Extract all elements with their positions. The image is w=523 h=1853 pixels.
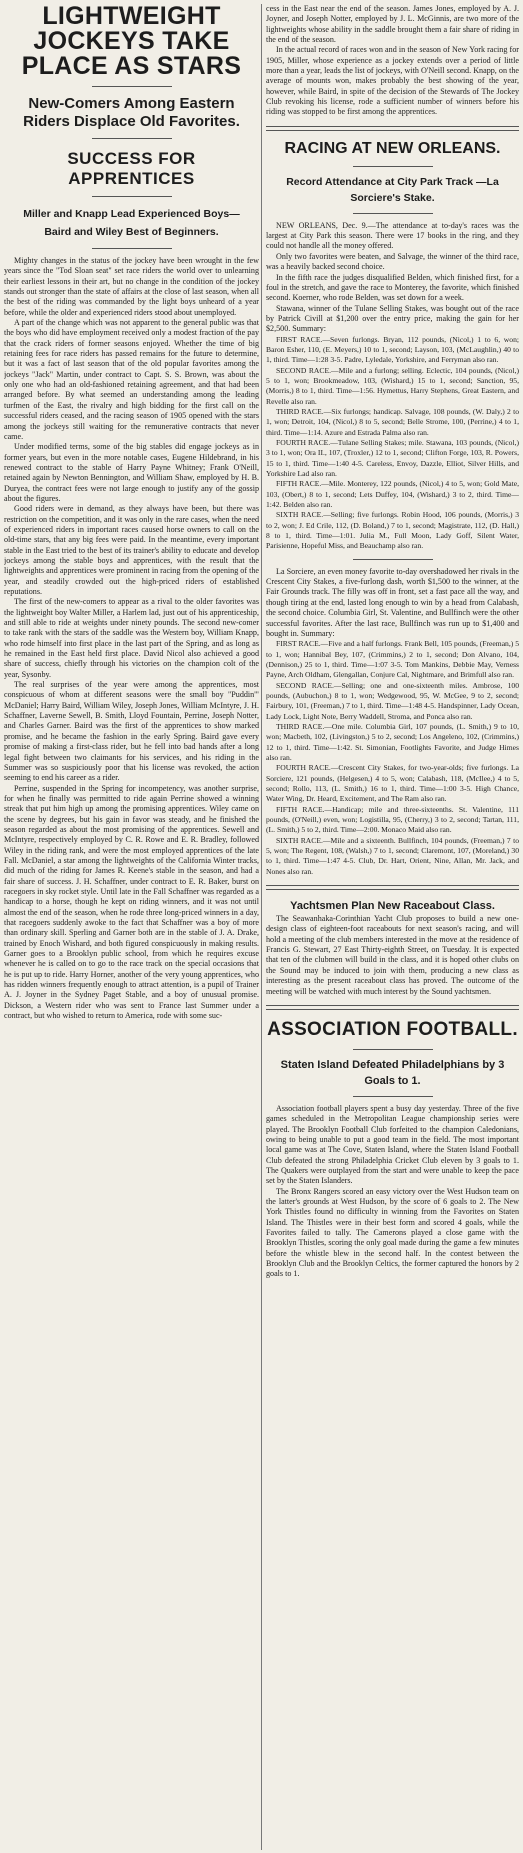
- divider: [353, 1049, 433, 1050]
- article-paragraph: The real surprises of the year were among the apprentices, most conspicuous of whom at different seasons were the small boy "Puddin'" McDaniel; Harry Baird, William Wiley, Joseph Jones, William McIntyre, J. H. Schaffner, Laverne Sewell, B. Smith, Lloyd Fountain, Perrine, Joseph Notter, and Charles Garner. Baird was the first of the apprentices to show marked promise, and he became the fashion in the early Spring. Baird gave every promise of making a first-class rider, but he fell into bad hands after a long legal fight between two claimants for his services, and his riding in the Summer was so suspiciously poor that his license was revoked, the action seeming to end his career as a rider.: [4, 680, 259, 783]
- divider: [353, 559, 433, 560]
- section-divider: [266, 885, 519, 890]
- race-result: FOURTH RACE.—Crescent City Stakes, for two-year-olds; five furlongs. La Sorciere, 121 pounds, (Helgesen,) 4 to 5, won; Calabash, 118, (McIlee,) 4 to 5, second; Rollo, 113, (L. Smith,) 16 to 1, third. Time—1:00 3-5. High Chance, Water Wing, Dr. Heard, Excitement, and The Ram also ran.: [266, 763, 519, 804]
- article-paragraph: Only two favorites were beaten, and Salvage, the winner of the third race, was a heavily backed second choice.: [266, 251, 519, 272]
- article-paragraph: Stawana, winner of the Tulane Selling Stakes, was bought out of the race by Patrick Civill at $1,200 over the entry price, making the gain for her $2,500. Summary:: [266, 303, 519, 334]
- article-paragraph: Perrine, suspended in the Spring for incompetency, was another surprise, for when he finally was permitted to ride again Perrine showed a winning streak that put him high up among the promising apprentices. Wiley came on the scene by degrees, but his gain in favor was steady, and he finished the season regarded as about the most promising of the apprentices. Sewell and McIntyre, respectively employed by C. R. Rowe and E. R. Bradley, followed Wiley in the riding rank, and were the most employed apprentices of the late Fall. McDaniel, a star among the lightweights of the California Winter tracks, did much of the riding for James R. Keene's stable in the season, and had a fair share of success. J. H. Schaffner, under contract to E. R. Baker, burst on racegoers in sky rocket style. Until late in the Fall Schaffner was regarded as a handicap to a horse, though he kept on riding winners, and it was not until almost the end of the season, when he rode three long-priced winners in a day, that racegoers suddenly awoke to the fact that Schaffner was a boy of more than ordinary skill. Sperling and Garner both are in the stable of J. A. Drake, trained by Enoch Wishard, and both figured conspicuously in making results. Garner goes to a Brooklyn public school, from which he requires excuse whenever he is called on to go to the race track on the special occasions that he is put up to ride. Harry Horner, another of the very young apprentices, who has ridden winners frequently enough to attract attention, is a pupil of Trainer A. J. Joyner in the Sydney Paget Stable, and a boy of unusual promise. Dickson, a Western rider who was sent to France last Summer under a contract, but who wished to return to America, rode with some suc-: [4, 783, 259, 1021]
- section-divider: [266, 126, 519, 131]
- right-column: [266, 4, 519, 1850]
- article-paragraph: cess in the East near the end of the season. James Jones, employed by A. J. Joyner, and Joseph Notter, employed by J. L. McGinnis, are two more of the lightweights whose ability in the saddle brought them a fair share of riding in the end of the season.: [266, 4, 519, 45]
- article-paragraph: A part of the change which was not apparent to the general public was that the boys who did have employment received only a modest fraction of the pay that the crack riders of former seasons enjoyed. Whether the time of big retaining fees for race riders has passed remains for the future to determine, but it was a fact of last season that of the old popular favorites among the jockeys "Jack" Martin, under contract to Capt. S. S. Brown, was about the only one who had an old-fashioned retaining agreement, and that had been arranged before. By what seemed an understanding among the leading turfmen of the East, the rivalry and high bidding for the first call on the successful riders ceased, and the racing season of 1905 opened with the stars among the jockeys still waiting for the remunerative contracts that never came.: [4, 318, 259, 441]
- divider: [353, 1096, 433, 1097]
- article-paragraph: The first of the new-comers to appear as a rival to the older favorites was the lightweight boy Walter Miller, a Harlem lad, just out of his apprenticeship, and still able to ride at weights under ninety pounds. The second new-comer to take rank with the stars of the saddle was the Western boy, William Knapp, who rode himself into first place in the last part of the Spring, and as long as he remained in the East held first place. David Nicol also achieved a good share of success, chiefly through his victories on the champion colt of the year, Sysonby.: [4, 597, 259, 679]
- article-paragraph: The Bronx Rangers scored an easy victory over the West Hudson team on the latter's grounds at West Hudson, by the score of 6 goals to 2. The New York Thistles found no difficulty in winning from the Favorites on Staten Island. The Thistles were in their best form and scored 4 goals, while the Favorites failed to tally. The Camerons played a close game with the Brooklyn Thistles, scoring the only goal made during the game a few minutes before the whistle blew in the second half. In the contest between the Brooklyn Club and the Brooklyn Celtics, the former captured the honors by 2 goals to 1.: [266, 1186, 519, 1279]
- race-result: SECOND RACE.—Selling; one and one-sixteenth miles. Ambrose, 100 pounds, (Aubuchon,) 8 to 1, won; Wedgewood, 95, W. McGee, 9 to 2, second; Fairbury, 101, (Freeman,) 7 to 1, third. Time—1:48 4-5. Handspinner, Lady Ocean, Lady Lock, Light Note, Berry Waddell, Stroma, and Ponca also ran.: [266, 680, 519, 721]
- divider: [92, 196, 172, 197]
- race-result: SIXTH RACE.—Selling; five furlongs. Robin Hood, 106 pounds, (Morris,) 3 to 2, won; J. Ed Crile, 112, (D. Boland,) 7 to 1, second; Magistrate, 112, (D. Hall,) 8 to 1, third. Time—1:01. Julia M., Full Moon, Lady Goff, Silent Water, Parisienne, Hopeful Miss, and Beauchamp also ran.: [266, 510, 519, 551]
- divider: [353, 213, 433, 214]
- jockeys-article-body: [4, 256, 259, 1021]
- race-result: FIRST RACE.—Five and a half furlongs. Frank Bell, 105 pounds, (Freeman,) 5 to 1, won; Hannibal Bey, 107, (Crimmins,) 2 to 1, second; Don Alvano, 104, (Dennison,) 25 to 1, third. Time—1:07 3-5. Tom Mankins, Debbie May, Verness Payne, Arch Oldham, Glengallan, Conjure Cal, Nightmare, and Brimfull also ran.: [266, 639, 519, 680]
- race-result: SECOND RACE.—Mile and a furlong; selling. Eclectic, 104 pounds, (Nicol,) 5 to 1, won; Brookmeadow, 103, (Wishard,) 15 to 1, second; Sanction, 95, (Morris,) 8 to 1, third. Time—1:56. Hymettus, Harry Stephens, Great Eastern, and Revelle also ran.: [266, 365, 519, 406]
- yacht-article-body: [266, 914, 519, 997]
- jockeys-article-continued: [266, 4, 519, 118]
- yacht-headline: Yachtsmen Plan New Raceabout Class.: [290, 900, 495, 913]
- jockeys-headline: LIGHTWEIGHT JOCKEYS TAKE PLACE AS STARS: [21, 4, 242, 80]
- football-article-body: [266, 1104, 519, 1280]
- article-paragraph: Under modified terms, some of the big stables did engage jockeys as in former years, but even in the more notable cases, Eugene Hildebrand, in his renewed contract to the stable of Harry Payne Whitney; Frank O'Neill, retained again by Newton Bennington, and William Shaw, employed by H. B. Duryea, the contract fees were not large enough to justify any of the gossip about the figures.: [4, 442, 259, 503]
- article-paragraph: In the fifth race the judges disqualified Belden, which finished first, for a foul in the stretch, and gave the race to Monterey, the favorite, which finished second. Koerner, who rode Belden, was set down for a week.: [266, 272, 519, 303]
- jockeys-deck: Miller and Knapp Lead Experienced Boys—Baird and Wiley Best of Beginners.: [23, 208, 240, 238]
- racing-headline: RACING AT NEW ORLEANS.: [284, 139, 501, 157]
- jockeys-subhead: New-Comers Among Eastern Riders Displace Old Favorites.: [23, 95, 240, 130]
- race-result: FIFTH RACE.—Handicap; mile and three-sixteenths. St. Valentine, 111 pounds, (O'Neill,) even, won; Logistilla, 95, (Cherry,) 3 to 2, second; Tartan, 111, (L. Smith,) 5 to 2, third. Time—2:00. Monaco Maid also ran.: [266, 804, 519, 835]
- article-paragraph: Mighty changes in the status of the jockey have been wrought in the few years since the "Tod Sloan seat" set race riders the world over to unlearning their earliest lessons in their art, but no change in the condition of the jockey stands out stronger than the state of affairs at the close of last season, when all the best of the riding was commanded by the light boys unheard of a year before, while the older and experienced riders stood about unemployed.: [4, 256, 259, 317]
- racing-article-body: [266, 221, 519, 877]
- divider: [92, 138, 172, 139]
- article-paragraph: Association football players spent a busy day yesterday. Three of the five games scheduled in the Metropolitan League championship series were played. The Brooklyn Football Club forfeited to the champion Caledonians, owing to being unable to put a good team in the field. The most important local game was at The Cove, Staten Island, where the Staten Island Football Club defeated the strong Philadelphia Cricket Club eleven by 3 goals to 1. The Quakers were outplayed from the start and were unable to keep the pace set by the Staten Islanders.: [266, 1103, 519, 1186]
- race-result: FOURTH RACE.—Tulane Selling Stakes; mile. Stawana, 103 pounds, (Nicol,) 3 to 1, won; Ora II., 107, (Troxler,) 12 to 1, second; Clifton Forge, 103, R. Powers, 15 to 1, third. Time—1:40 4-5. Careless, Envoy, Dazzle, Elliot, Silver Hills, and Yorkshire Lad also ran.: [266, 438, 519, 479]
- section-divider: [266, 1005, 519, 1010]
- jockeys-banner: SUCCESS FOR APPRENTICES: [67, 149, 196, 188]
- article-paragraph: NEW ORLEANS, Dec. 9.—The attendance at to-day's races was the largest at City Park this season. There were 17 books in the ring, and they could not handle all the money offered.: [266, 220, 519, 251]
- race-result: FIFTH RACE.—Mile. Monterey, 122 pounds, (Nicol,) 4 to 5, won; Gold Mate, 103, (Obert,) 8 to 1, second; Lets Duffey, 104, (Wishard,) 3 to 2, third. Time—1:42. Belden also ran.: [266, 479, 519, 510]
- race-result: THIRD RACE.—Six furlongs; handicap. Salvage, 108 pounds, (W. Daly,) 2 to 1, won; Detroit, 104, (Nicol,) 8 to 5, second; Belle Strome, 100, (Perrine,) 4 to 1, third. Time—1:14. Azure and Estrada Palma also ran.: [266, 406, 519, 437]
- column-rule: [261, 4, 262, 1850]
- article-paragraph: La Sorciere, an even money favorite to-day overshadowed her rivals in the Crescent City Stakes, a five-furlong dash, worth $1,500 to the winner, at the Fair Grounds track. The filly was off in front, set a fast pace all the way, and though tiring at the end, lasted long enough to win by a head from Calabash, the second choice. Columbia Girl, St. Valentine, and Bullfinch were the other successful favorites. After the last race, Bullfinch was run up to $1,400 and bought in. Summary:: [266, 566, 519, 638]
- racing-deck: Record Attendance at City Park Track —La Sorciere's Stake.: [286, 175, 499, 204]
- race-result: SIXTH RACE.—Mile and a sixteenth. Bullfinch, 104 pounds, (Freeman,) 7 to 5, won; The Regent, 108, (Walsh,) 7 to 1, second; Claremont, 107, (Moreland,) 30 to 1, third. Time—1:47 4-5. Club, Dr. Hart, Orient, Nine, Allan, Mr. Jack, and Nones also ran.: [266, 835, 519, 876]
- article-paragraph: In the actual record of races won and in the season of New York racing for 1905, Miller, whose experience as a jockey extends over a period of little more than a year, leads the list of jockeys, with O'Neill second. Knapp, on the average of mounts won, makes probably the best showing of the year, however, while Baird, in spite of the decision of the Stewards of The Jockey Club revoking his license, rode a sufficient number of winners before his riding was stopped to be first among the apprentices.: [266, 45, 519, 117]
- article-paragraph: Good riders were in demand, as they always have been, but there was restriction on the competition, and it was only in the rare cases, when the need of experienced riders in important races caused horse owners to call on the old-time stars, that any big fees were paid. In the meantime, every important stable in the East tried to the best of its trainer's ability to educate and develop jockeys among the stable boys and apprentices, with the result that the lightweights and apprentices were prominent in racing from the opening of the year, and steadily crowded out the high-priced riders of established reputations.: [4, 504, 259, 596]
- race-result: THIRD RACE.—One mile. Columbia Girl, 107 pounds, (L. Smith,) 9 to 10, won; Macbeth, 102, (Livingston,) 5 to 2, second; Los Angeleno, 102, (Crimmins,) 12 to 1, third. Time—1:42. St. Simonian, Footlights Favorite, and Judge Himes also ran.: [266, 721, 519, 762]
- divider: [92, 248, 172, 249]
- football-headline: ASSOCIATION FOOTBALL.: [267, 1018, 518, 1040]
- left-column: [4, 4, 259, 1850]
- race-result: FIRST RACE.—Seven furlongs. Bryan, 112 pounds, (Nicol,) 1 to 6, won; Baron Esher, 110, (E. Meyers,) 10 to 1, second; Layson, 103, (McLaughlin,) 40 to 1, third. Time—1:28 3-5. Padre, Lyledale, Yorkshire, and Ferryman also ran.: [266, 334, 519, 365]
- divider: [353, 166, 433, 167]
- football-deck: Staten Island Defeated Philadelphians by 3 Goals to 1.: [280, 1058, 505, 1087]
- divider: [92, 86, 172, 87]
- article-paragraph: The Seawanhaka-Corinthian Yacht Club proposes to build a new one-design class of eighteen-foot raceabouts for next season's racing, and will hold a meeting of the club members interested in the move at the residence of Francis G. Stewart, 27 East Thirty-eighth Street, on Tuesday. It is expected that ten of the clubmen will build in the class, and it is hoped other clubs on the Sound may be induced to join with them, producing a new class as interesting as the present raceabout class has proved. The outcome of the meeting will be watched with much interest by the Sound yachtsmen.: [266, 914, 519, 996]
